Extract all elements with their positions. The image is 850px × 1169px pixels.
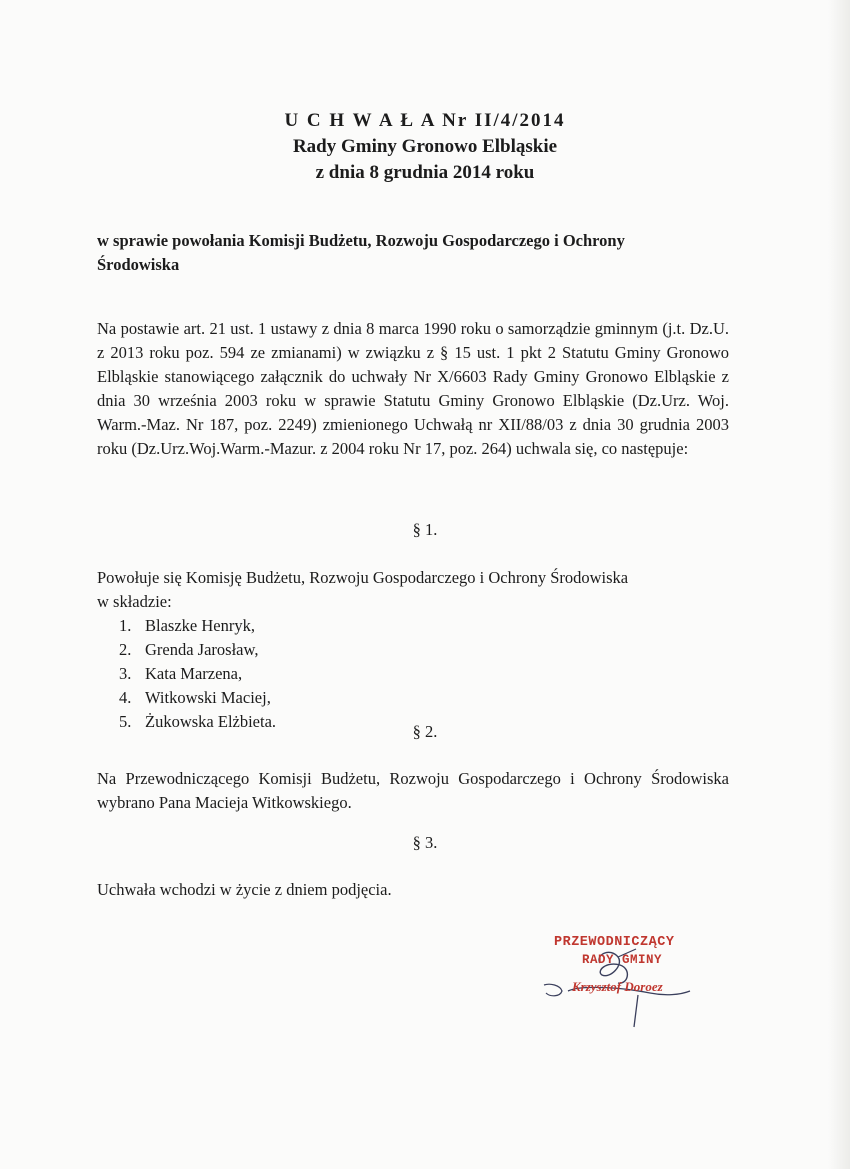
section-2-text: Na Przewodniczącego Komisji Budżetu, Rozwoju Gospodarczego i Ochrony Środowiska wybrano Pana Macieja Witkowskiego. xyxy=(97,769,729,812)
list-item-number: 5. xyxy=(119,712,132,731)
list-item xyxy=(97,614,729,638)
list-item-number: 3. xyxy=(119,664,132,683)
member-name: Witkowski Maciej, xyxy=(145,688,271,707)
list-item-number: 2. xyxy=(119,640,132,659)
section-1-body xyxy=(97,566,729,734)
council-name: Rady Gminy Gronowo Elbląskie xyxy=(292,136,558,157)
committee-members-list xyxy=(97,614,729,734)
list-item xyxy=(97,662,729,686)
resolution-date: z dnia 8 grudnia 2014 roku xyxy=(315,162,535,183)
list-item xyxy=(97,638,729,662)
subject-line-2: Środowiska xyxy=(97,255,180,274)
resolution-title: U C H W A Ł A Nr II/4/2014 xyxy=(284,110,566,131)
section-2-mark: § 2. xyxy=(412,722,438,741)
section-1-mark: § 1. xyxy=(412,520,438,539)
section-1-line-1: Powołuje się Komisję Budżetu, Rozwoju Gospodarczego i Ochrony Środowiska xyxy=(97,568,629,587)
section-3-text: Uchwała wchodzi w życie z dniem podjęcia. xyxy=(97,880,392,899)
stamp-title: PRZEWODNICZĄCY xyxy=(554,935,675,950)
list-item-number: 1. xyxy=(119,616,132,635)
resolution-header xyxy=(0,108,850,186)
section-1-line-2: w składzie: xyxy=(97,592,172,611)
list-item-number: 4. xyxy=(119,688,132,707)
stamp-subtitle: RADY GMINY xyxy=(582,953,663,967)
member-name: Kata Marzena, xyxy=(145,664,243,683)
chairman-stamp-signature xyxy=(540,935,720,1030)
section-3-mark: § 3. xyxy=(412,833,438,852)
member-name: Żukowska Elżbieta. xyxy=(145,712,277,731)
resolution-subject xyxy=(97,229,737,277)
subject-line-1: w sprawie powołania Komisji Budżetu, Rozwoju Gospodarczego i Ochrony xyxy=(97,231,625,250)
member-name: Blaszke Henryk, xyxy=(145,616,255,635)
stamp-name: Krzysztof Doroez xyxy=(572,979,663,994)
legal-basis-paragraph: Na postawie art. 21 ust. 1 ustawy z dnia 8 marca 1990 roku o samorządzie gminnym (j.t. Dz.U. z 2013 roku poz. 594 ze zmianami) w związku z § 15 ust. 1 pkt 2 Statutu Gminy Gronowo Elbląskie stanowiącego załącznik do uchwały Nr X/6603 Rady Gminy Gronowo Elbląskie z dnia 30 września 2003 roku w sprawie Statutu Gminy Gronowo Elbląskie (Dz.Urz. Woj. Warm.-Maz. Nr 187, poz. 2249) zmienionego Uchwałą nr XII/88/03 z dnia 30 grudnia 2003 roku (Dz.Urz.Woj.Warm.-Mazur. z 2004 roku Nr 17, poz. 264) uchwala się, co następuje: xyxy=(97,319,729,458)
list-item xyxy=(97,686,729,710)
member-name: Grenda Jarosław, xyxy=(145,640,259,659)
